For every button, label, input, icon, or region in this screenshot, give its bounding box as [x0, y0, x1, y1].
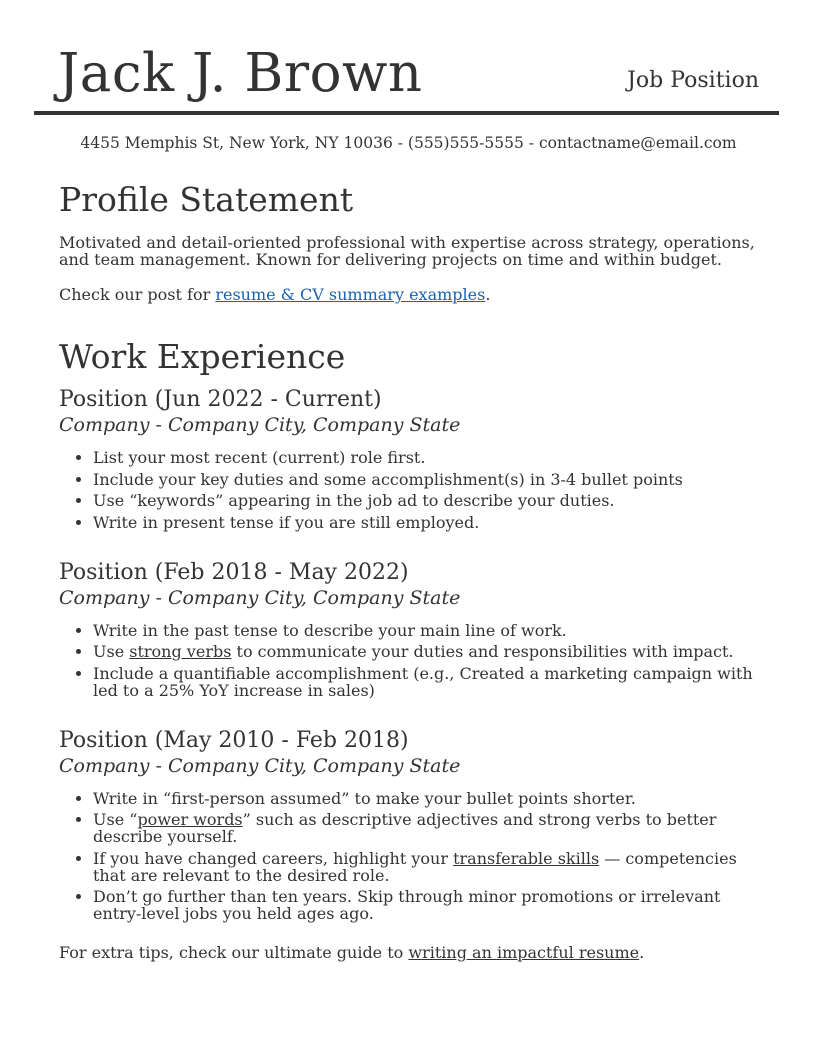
profile-check-prefix: Check our post for	[59, 285, 216, 304]
resume-body	[59, 180, 759, 961]
footer-suffix: .	[639, 943, 645, 962]
bullet-item	[93, 850, 759, 884]
transferable-skills-link[interactable]: transferable skills	[453, 848, 600, 868]
summary-examples-link[interactable]: resume & CV summary examples	[215, 285, 486, 304]
impactful-resume-link[interactable]: writing an impactful resume	[408, 943, 640, 962]
job-entry	[59, 728, 759, 923]
bullet-text: to communicate your duties and responsibilities with impact.	[231, 642, 734, 661]
job-bullets	[59, 790, 759, 923]
contact-line: 4455 Memphis St, New York, NY 10036 - (555)555-5555 - contactname@email.com	[80, 134, 737, 152]
bullet-text: ” such as descriptive adjectives and strong verbs to better describe yourself.	[93, 810, 717, 846]
candidate-name: Jack J. Brown	[58, 43, 423, 104]
header-divider	[34, 111, 779, 115]
job-company: Company - Company City, Company State	[59, 586, 461, 609]
power-words-link[interactable]: power words	[137, 810, 243, 829]
bullet-text: — competencies that are relevant to the desired role.	[93, 848, 737, 885]
bullet-item	[93, 811, 759, 845]
footer-prefix: For extra tips, check our ultimate guide to	[59, 943, 409, 962]
profile-check-line	[59, 286, 759, 303]
strong-verbs-link[interactable]: strong verbs	[129, 642, 232, 661]
job-entry	[59, 387, 759, 531]
job-bullets	[59, 622, 759, 699]
bullet-text: If you have changed careers, highlight your	[93, 848, 454, 868]
bullet-item: • Write in “first-person assumed” to make your bullet points shorter.	[93, 790, 759, 807]
bullet-item: • List your most recent (current) role first.	[93, 449, 759, 466]
job-entry	[59, 560, 759, 699]
job-position: Position (Jun 2022 - Current)	[59, 387, 382, 412]
bullet-item: • Include your key duties and some accomplishment(s) in 3-4 bullet points	[93, 471, 759, 488]
bullet-item	[93, 643, 759, 660]
job-company: Company - Company City, Company State	[59, 414, 461, 436]
bullet-item: • Write in the past tense to describe your main line of work.	[93, 622, 759, 639]
work-experience-heading: Work Experience	[59, 337, 346, 376]
bullet-item: • Use “keywords” appearing in the job ad to describe your duties.	[93, 492, 759, 509]
job-company: Company - Company City, Company State	[59, 754, 461, 777]
bullet-text: Use “	[93, 810, 138, 829]
job-position: Position (Feb 2018 - May 2022)	[59, 559, 409, 585]
job-position: Position (May 2010 - Feb 2018)	[59, 727, 409, 753]
job-position-title: Job Position	[627, 68, 759, 93]
footer-tip	[59, 944, 759, 961]
bullet-text: Use	[93, 642, 130, 661]
profile-check-suffix: .	[485, 285, 491, 304]
profile-heading: Profile Statement	[59, 180, 354, 219]
bullet-item: • Write in present tense if you are still employed.	[93, 514, 759, 531]
bullet-item: • Don’t go further than ten years. Skip through minor promotions or irrelevant entry-level jobs you held ages ago.	[93, 888, 759, 922]
bullet-item: • Include a quantifiable accomplishment (e.g., Created a marketing campaign with led to a 25% YoY increase in sales)	[93, 665, 759, 699]
job-bullets	[59, 449, 759, 531]
profile-text: Motivated and detail-oriented professional with expertise across strategy, operations, and team management. Known for delivering projects on time and within budget.	[59, 233, 755, 269]
